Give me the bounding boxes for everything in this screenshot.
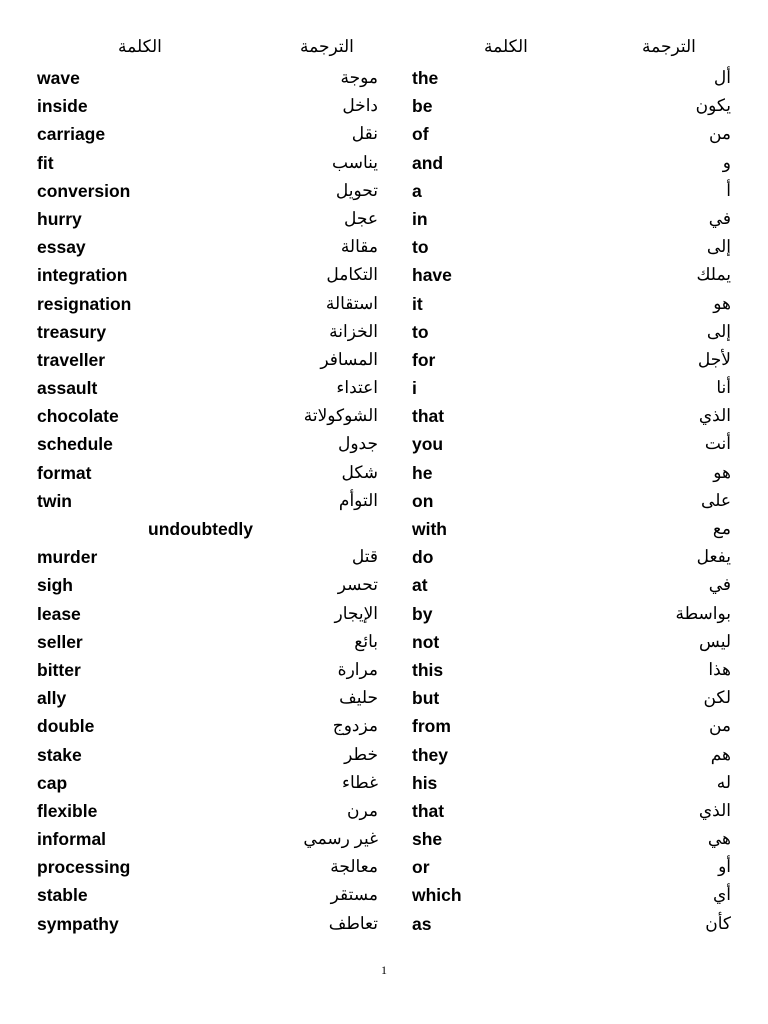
- header-word-2: الكلمة: [484, 37, 528, 56]
- arabic-translation: يفعل: [696, 547, 731, 567]
- arabic-translation: بائع: [354, 631, 378, 651]
- table-row: [0, 149, 768, 177]
- arabic-translation: له: [716, 772, 731, 792]
- arabic-translation: تحسر: [337, 575, 378, 595]
- arabic-translation: هو: [713, 462, 731, 482]
- english-word: double: [37, 716, 95, 737]
- arabic-translation: تعاطف: [328, 913, 378, 933]
- table-row: [0, 346, 768, 374]
- arabic-translation: مزدوج: [332, 716, 378, 736]
- table-row: [0, 684, 768, 712]
- arabic-translation: يكون: [695, 96, 731, 116]
- arabic-translation: حليف: [339, 688, 378, 708]
- english-word: by: [412, 603, 433, 624]
- arabic-translation: خطر: [344, 744, 378, 764]
- arabic-translation: في: [708, 208, 731, 228]
- english-word: conversion: [37, 180, 131, 201]
- arabic-translation: أي: [712, 885, 731, 905]
- arabic-translation: لأجل: [697, 349, 731, 369]
- english-word: she: [412, 829, 443, 850]
- arabic-translation: الذي: [698, 800, 731, 820]
- arabic-translation: الشوكولاتة: [303, 406, 378, 426]
- table-row: [0, 318, 768, 346]
- english-word: essay: [37, 237, 86, 258]
- english-word: seller: [37, 631, 83, 652]
- arabic-translation: نقل: [351, 124, 378, 144]
- arabic-translation: هو: [713, 293, 731, 313]
- table-row: [0, 205, 768, 233]
- arabic-translation: في: [708, 575, 731, 595]
- english-word: assault: [37, 378, 98, 399]
- arabic-translation: على: [701, 490, 731, 510]
- table-row: [0, 459, 768, 487]
- english-word: that: [412, 406, 445, 427]
- english-word: format: [37, 462, 92, 483]
- english-word: processing: [37, 857, 131, 878]
- english-word: have: [412, 265, 452, 286]
- arabic-translation: جدول: [338, 434, 378, 454]
- table-row: [0, 290, 768, 318]
- arabic-translation: مقالة: [340, 237, 378, 257]
- table-row: [0, 543, 768, 571]
- arabic-translation: يملك: [696, 265, 731, 285]
- arabic-translation: إلى: [706, 321, 731, 341]
- english-word: bitter: [37, 659, 81, 680]
- table-row: [0, 769, 768, 797]
- arabic-translation: الإيجار: [334, 603, 378, 623]
- arabic-translation: مرن: [347, 800, 378, 820]
- arabic-translation: أ: [726, 180, 731, 200]
- english-word: informal: [37, 829, 107, 850]
- arabic-translation: ليس: [699, 631, 731, 651]
- english-word: at: [412, 575, 428, 596]
- english-word: it: [412, 293, 423, 314]
- english-word: twin: [37, 490, 72, 511]
- english-word: his: [412, 772, 438, 793]
- english-word: cap: [37, 772, 68, 793]
- arabic-translation: الخزانة: [329, 321, 378, 341]
- header-translation-2: الترجمة: [642, 37, 696, 56]
- english-word: which: [412, 885, 462, 906]
- arabic-translation: داخل: [342, 96, 378, 116]
- arabic-translation: و: [722, 152, 731, 172]
- english-word: murder: [37, 547, 98, 568]
- arabic-translation: لكن: [703, 688, 731, 708]
- table-row: [0, 656, 768, 684]
- arabic-translation: مستقر: [330, 885, 378, 905]
- table-row: [0, 600, 768, 628]
- english-word: sigh: [37, 575, 73, 596]
- english-word: resignation: [37, 293, 132, 314]
- header-word-1: الكلمة: [118, 37, 162, 56]
- arabic-translation: إلى: [706, 237, 731, 257]
- arabic-translation: غطاء: [341, 772, 378, 792]
- english-word: be: [412, 96, 433, 117]
- table-row: [0, 571, 768, 599]
- english-word: to: [412, 321, 429, 342]
- english-word: carriage: [37, 124, 106, 145]
- english-word: or: [412, 857, 430, 878]
- table-row: [0, 487, 768, 515]
- arabic-translation: المسافر: [320, 349, 378, 369]
- english-word: undoubtedly: [148, 519, 253, 539]
- table-row: [0, 628, 768, 656]
- page-number: 1: [381, 963, 387, 977]
- english-word: schedule: [37, 434, 113, 455]
- arabic-translation: أنت: [704, 434, 731, 454]
- arabic-translation: عجل: [344, 208, 378, 228]
- arabic-translation: شكل: [341, 462, 378, 482]
- arabic-translation: أنا: [716, 378, 731, 398]
- english-word: hurry: [37, 208, 82, 229]
- arabic-translation: التكامل: [326, 265, 378, 285]
- table-row: [0, 853, 768, 881]
- table-row: [0, 741, 768, 769]
- table-row: [0, 64, 768, 92]
- english-word: you: [412, 434, 444, 455]
- arabic-translation: مع: [712, 519, 731, 538]
- arabic-translation: يناسب: [332, 152, 378, 172]
- arabic-translation: من: [708, 716, 731, 736]
- arabic-translation: اعتداء: [336, 378, 378, 398]
- english-word: flexible: [37, 800, 98, 821]
- table-row: [0, 374, 768, 402]
- arabic-translation: هذا: [708, 659, 731, 679]
- english-word: not: [412, 631, 440, 652]
- english-word: and: [412, 152, 444, 173]
- arabic-translation: استقالة: [325, 293, 378, 313]
- english-word: do: [412, 547, 434, 568]
- arabic-translation: بواسطة: [675, 603, 731, 623]
- table-row: [0, 797, 768, 825]
- arabic-translation: غير رسمي: [303, 829, 378, 849]
- table-row: [0, 233, 768, 261]
- arabic-translation: مرارة: [337, 659, 378, 679]
- table-row: [0, 430, 768, 458]
- arabic-translation: التوأم: [338, 490, 378, 510]
- arabic-translation: تحويل: [335, 180, 378, 200]
- english-word: with: [412, 519, 447, 539]
- table-row: [0, 177, 768, 205]
- english-word: he: [412, 462, 433, 483]
- table-row: [0, 261, 768, 289]
- english-word: lease: [37, 603, 81, 624]
- arabic-translation: هي: [707, 829, 731, 849]
- vocabulary-table: [0, 64, 768, 938]
- english-word: that: [412, 800, 445, 821]
- english-word: stake: [37, 744, 82, 765]
- table-row: [0, 825, 768, 853]
- english-word: as: [412, 913, 432, 934]
- english-word: but: [412, 688, 440, 709]
- arabic-translation: أل: [713, 68, 731, 87]
- english-word: from: [412, 716, 451, 737]
- arabic-translation: من: [708, 124, 731, 144]
- english-word: stable: [37, 885, 88, 906]
- arabic-translation: قتل: [351, 547, 378, 567]
- english-word: i: [412, 378, 417, 399]
- header-translation-1: الترجمة: [300, 37, 354, 56]
- table-row: [0, 515, 768, 543]
- english-word: ally: [37, 688, 67, 709]
- table-row: [0, 881, 768, 909]
- english-word: integration: [37, 265, 128, 286]
- arabic-translation: الذي: [698, 406, 731, 426]
- english-word: the: [412, 68, 439, 88]
- english-word: wave: [37, 68, 80, 88]
- english-word: treasury: [37, 321, 107, 342]
- english-word: of: [412, 124, 429, 145]
- english-word: a: [412, 180, 422, 201]
- table-row: [0, 712, 768, 740]
- arabic-translation: كأن: [705, 913, 731, 933]
- table-row: [0, 402, 768, 430]
- english-word: this: [412, 659, 444, 680]
- table-row: [0, 92, 768, 120]
- arabic-translation: موجة: [340, 68, 378, 87]
- english-word: in: [412, 208, 428, 229]
- arabic-translation: هم: [710, 744, 731, 764]
- english-word: traveller: [37, 349, 106, 370]
- english-word: chocolate: [37, 406, 119, 427]
- english-word: fit: [37, 152, 54, 173]
- english-word: on: [412, 490, 434, 511]
- arabic-translation: معالجة: [330, 857, 378, 877]
- english-word: to: [412, 237, 429, 258]
- english-word: inside: [37, 96, 88, 117]
- english-word: they: [412, 744, 448, 765]
- english-word: for: [412, 349, 436, 370]
- table-row: [0, 120, 768, 148]
- english-word: sympathy: [37, 913, 119, 934]
- table-row: [0, 910, 768, 938]
- arabic-translation: أو: [718, 857, 731, 877]
